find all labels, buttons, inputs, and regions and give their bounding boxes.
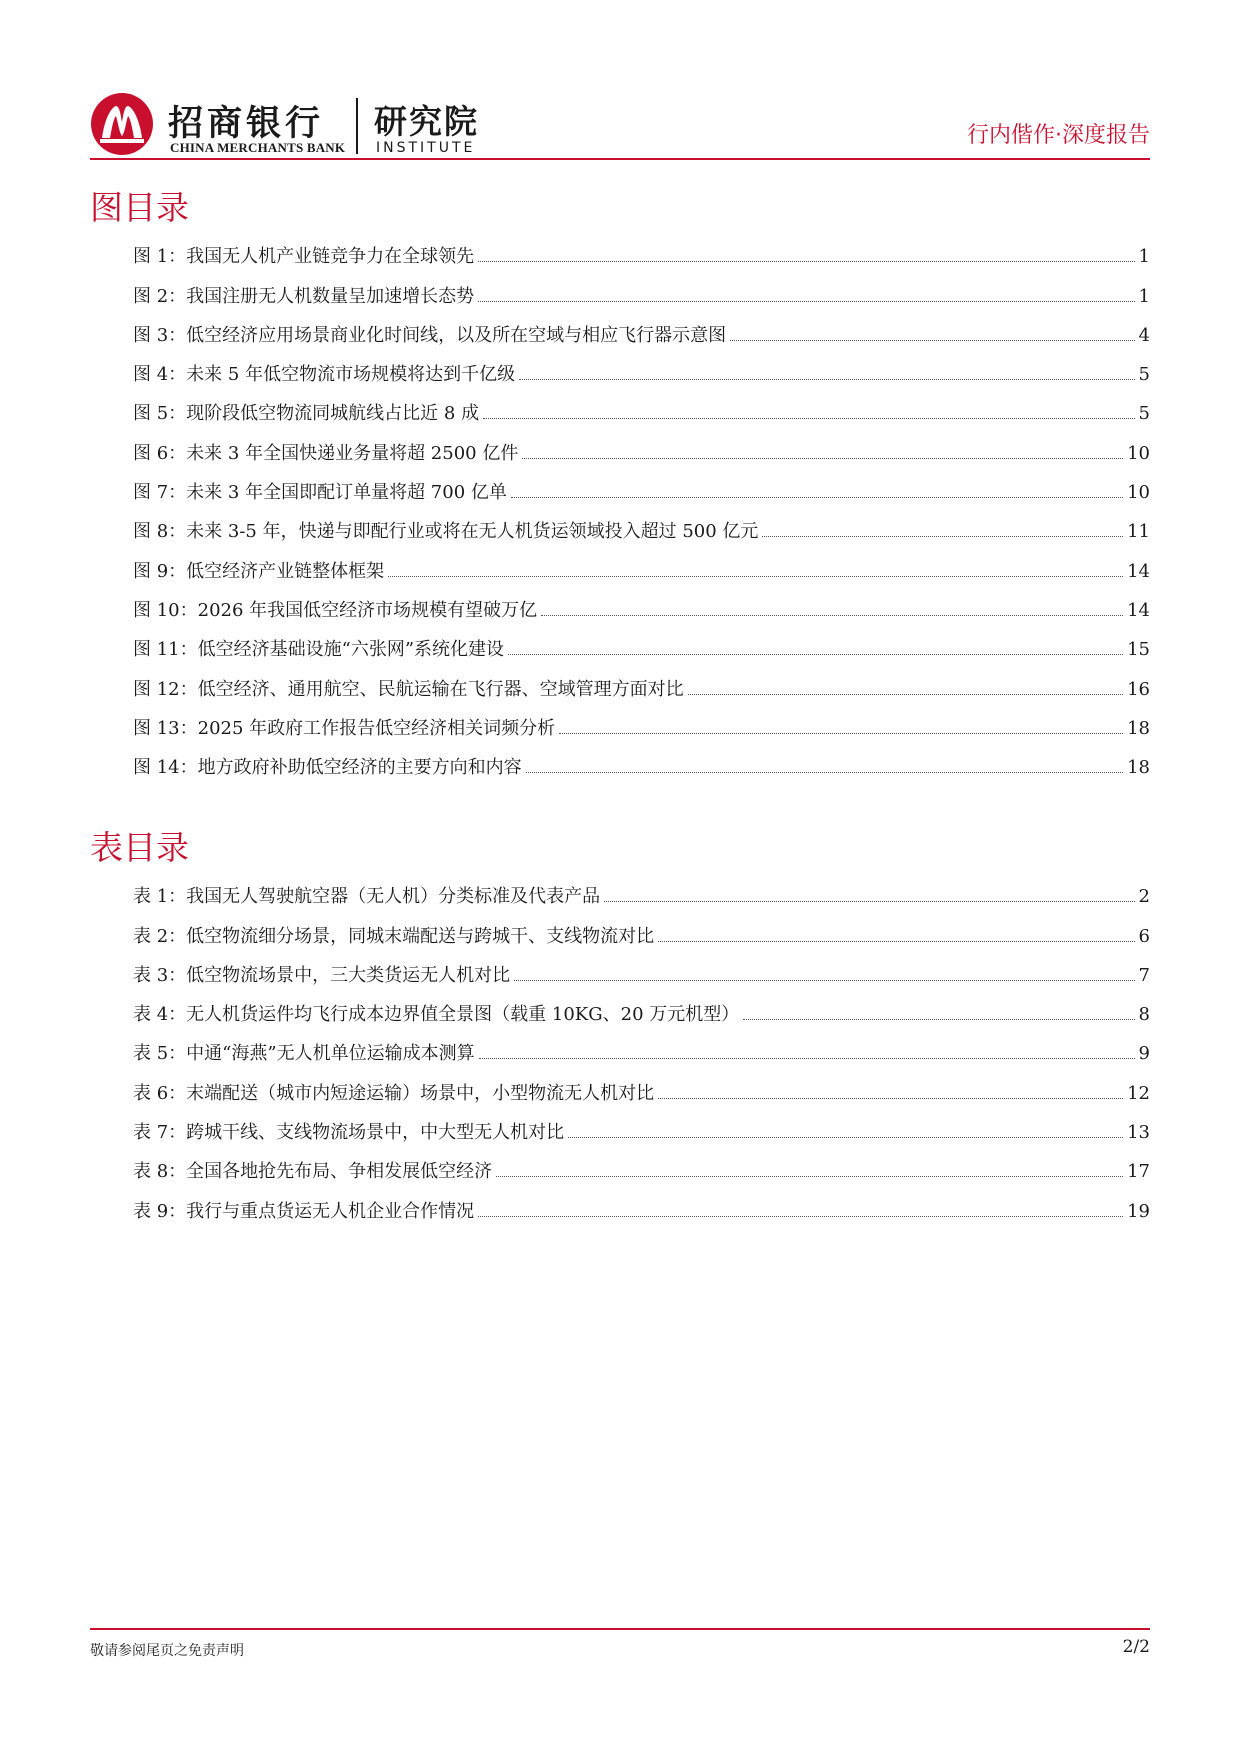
table-entry[interactable] <box>133 987 1150 1026</box>
header-separator <box>356 98 358 154</box>
table-entry-page[interactable]: 2 <box>1138 886 1150 908</box>
table-entry-page[interactable]: 7 <box>1138 964 1150 986</box>
figure-entry-page[interactable]: 18 <box>1127 757 1150 779</box>
figure-list <box>133 229 1150 779</box>
figure-entry-label[interactable]: 图 4：未来 5 年低空物流市场规模将达到千亿级 <box>133 364 516 386</box>
figure-entry-label[interactable]: 图 11：低空经济基础设施“六张网”系统化建设 <box>133 639 505 661</box>
table-entry-label[interactable]: 表 3：低空物流场景中，三大类货运无人机对比 <box>133 964 511 986</box>
figure-entry-label[interactable]: 图 1：我国无人机产业链竞争力在全球领先 <box>133 246 475 268</box>
dot-leader <box>479 1057 1135 1059</box>
table-list <box>133 869 1150 1223</box>
dot-leader <box>519 378 1134 380</box>
table-entry[interactable] <box>133 908 1150 947</box>
cmb-logo-icon <box>90 92 154 156</box>
table-entry-page[interactable]: 17 <box>1127 1161 1150 1183</box>
bank-name-en: CHINA MERCHANTS BANK <box>170 140 346 155</box>
table-entry-label[interactable]: 表 6：末端配送（城市内短途运输）场景中，小型物流无人机对比 <box>133 1082 655 1104</box>
dot-leader <box>743 1018 1134 1020</box>
dot-leader <box>568 1136 1123 1138</box>
dot-leader <box>688 693 1123 695</box>
figure-entry[interactable] <box>133 347 1150 386</box>
table-entry-page[interactable]: 9 <box>1138 1043 1150 1065</box>
figure-entry[interactable] <box>133 740 1150 779</box>
page-number: 2/2 <box>1122 1637 1150 1657</box>
dot-leader <box>658 940 1134 942</box>
dot-leader <box>483 417 1134 419</box>
disclaimer-note: 敬请参阅尾页之免责声明 <box>90 1643 244 1659</box>
table-entry[interactable] <box>133 1105 1150 1144</box>
dot-leader <box>496 1175 1123 1177</box>
table-entry-label[interactable]: 表 7：跨城干线、支线物流场景中，中大型无人机对比 <box>133 1122 565 1144</box>
figure-entry-page[interactable]: 1 <box>1138 246 1150 268</box>
figure-entry[interactable] <box>133 268 1150 307</box>
figure-entry-page[interactable]: 1 <box>1138 285 1150 307</box>
figure-entry-label[interactable]: 图 9：低空经济产业链整体框架 <box>133 560 385 582</box>
table-entry-page[interactable]: 8 <box>1138 1004 1150 1026</box>
dot-leader <box>730 339 1134 341</box>
figure-entry[interactable] <box>133 465 1150 504</box>
figure-entry-page[interactable]: 14 <box>1127 599 1150 621</box>
figure-entry-page[interactable]: 11 <box>1127 521 1150 543</box>
figure-entry[interactable] <box>133 425 1150 464</box>
figure-entry-label[interactable]: 图 13：2025 年政府工作报告低空经济相关词频分析 <box>133 717 556 739</box>
table-entry-label[interactable]: 表 4：无人机货运件均飞行成本边界值全景图（载重 10KG、20 万元机型） <box>133 1004 740 1026</box>
figure-entry-label[interactable]: 图 12：低空经济、通用航空、民航运输在飞行器、空域管理方面对比 <box>133 678 684 700</box>
dot-leader <box>559 732 1123 734</box>
figure-entry-label[interactable]: 图 7：未来 3 年全国即配订单量将超 700 亿单 <box>133 482 507 504</box>
page-header <box>90 92 1150 160</box>
table-entry-page[interactable]: 13 <box>1127 1122 1150 1144</box>
header-divider <box>90 158 1150 160</box>
figure-entry-label[interactable]: 图 2：我国注册无人机数量呈加速增长态势 <box>133 285 475 307</box>
dot-leader <box>478 260 1134 262</box>
dot-leader <box>514 979 1134 981</box>
table-entry[interactable] <box>133 948 1150 987</box>
dot-leader <box>658 1097 1123 1099</box>
figure-entry[interactable] <box>133 504 1150 543</box>
figure-entry[interactable] <box>133 386 1150 425</box>
bank-name-cn: 招商银行 <box>168 104 325 144</box>
dot-leader <box>541 614 1123 616</box>
table-entry-page[interactable]: 12 <box>1127 1082 1150 1104</box>
table-entry-label[interactable]: 表 5：中通“海燕”无人机单位运输成本测算 <box>133 1043 475 1065</box>
figure-entry-label[interactable]: 图 10：2026 年我国低空经济市场规模有望破万亿 <box>133 599 538 621</box>
figure-entry-page[interactable]: 18 <box>1127 717 1150 739</box>
table-entry[interactable] <box>133 1065 1150 1104</box>
figure-entry-page[interactable]: 5 <box>1138 403 1150 425</box>
figure-entry-page[interactable]: 5 <box>1138 364 1150 386</box>
figure-entry[interactable] <box>133 583 1150 622</box>
dot-leader <box>522 457 1123 459</box>
figure-entry[interactable] <box>133 543 1150 582</box>
table-entry[interactable] <box>133 1026 1150 1065</box>
figure-entry[interactable] <box>133 308 1150 347</box>
dot-leader <box>762 535 1123 537</box>
dot-leader <box>478 1215 1123 1217</box>
footer-divider <box>90 1628 1150 1630</box>
table-entry[interactable] <box>133 869 1150 908</box>
table-entry-label[interactable]: 表 8：全国各地抢先布局、争相发展低空经济 <box>133 1161 493 1183</box>
figure-entry[interactable] <box>133 701 1150 740</box>
institute-name-cn: 研究院 <box>374 102 479 141</box>
table-entry-page[interactable]: 19 <box>1127 1200 1150 1222</box>
dot-leader <box>508 653 1123 655</box>
table-entry-page[interactable]: 6 <box>1138 925 1150 947</box>
dot-leader <box>478 300 1134 302</box>
figure-entry[interactable] <box>133 661 1150 700</box>
figure-entry-page[interactable]: 14 <box>1127 560 1150 582</box>
table-entry-label[interactable]: 表 2：低空物流细分场景，同城末端配送与跨城干、支线物流对比 <box>133 925 655 947</box>
dot-leader <box>604 900 1134 902</box>
figure-entry-label[interactable]: 图 14：地方政府补助低空经济的主要方向和内容 <box>133 757 522 779</box>
figure-entry[interactable] <box>133 622 1150 661</box>
figure-entry-page[interactable]: 10 <box>1127 482 1150 504</box>
figure-entry-label[interactable]: 图 3：低空经济应用场景商业化时间线，以及所在空域与相应飞行器示意图 <box>133 324 727 346</box>
table-entry[interactable] <box>133 1183 1150 1222</box>
figure-entry-page[interactable]: 15 <box>1127 639 1150 661</box>
figure-entry-label[interactable]: 图 5：现阶段低空物流同城航线占比近 8 成 <box>133 403 480 425</box>
table-entry[interactable] <box>133 1144 1150 1183</box>
table-list-title: 表目录 <box>90 828 189 867</box>
dot-leader <box>526 771 1123 773</box>
dot-leader <box>388 575 1123 577</box>
institute-name-en: INSTITUTE <box>376 140 476 156</box>
figure-entry-page[interactable]: 10 <box>1127 442 1150 464</box>
figure-entry-label[interactable]: 图 8：未来 3-5 年，快递与即配行业或将在无人机货运领域投入超过 500 亿元 <box>133 521 759 543</box>
figure-list-title: 图目录 <box>90 188 189 227</box>
table-entry-label[interactable]: 表 1：我国无人驾驶航空器（无人机）分类标准及代表产品 <box>133 886 601 908</box>
figure-entry-page[interactable]: 16 <box>1127 678 1150 700</box>
figure-entry[interactable] <box>133 229 1150 268</box>
dot-leader <box>511 496 1123 498</box>
table-entry-label[interactable]: 表 9：我行与重点货运无人机企业合作情况 <box>133 1200 475 1222</box>
document-type: 行内偕作·深度报告 <box>967 123 1150 148</box>
figure-entry-label[interactable]: 图 6：未来 3 年全国快递业务量将超 2500 亿件 <box>133 442 519 464</box>
figure-entry-page[interactable]: 4 <box>1138 324 1150 346</box>
